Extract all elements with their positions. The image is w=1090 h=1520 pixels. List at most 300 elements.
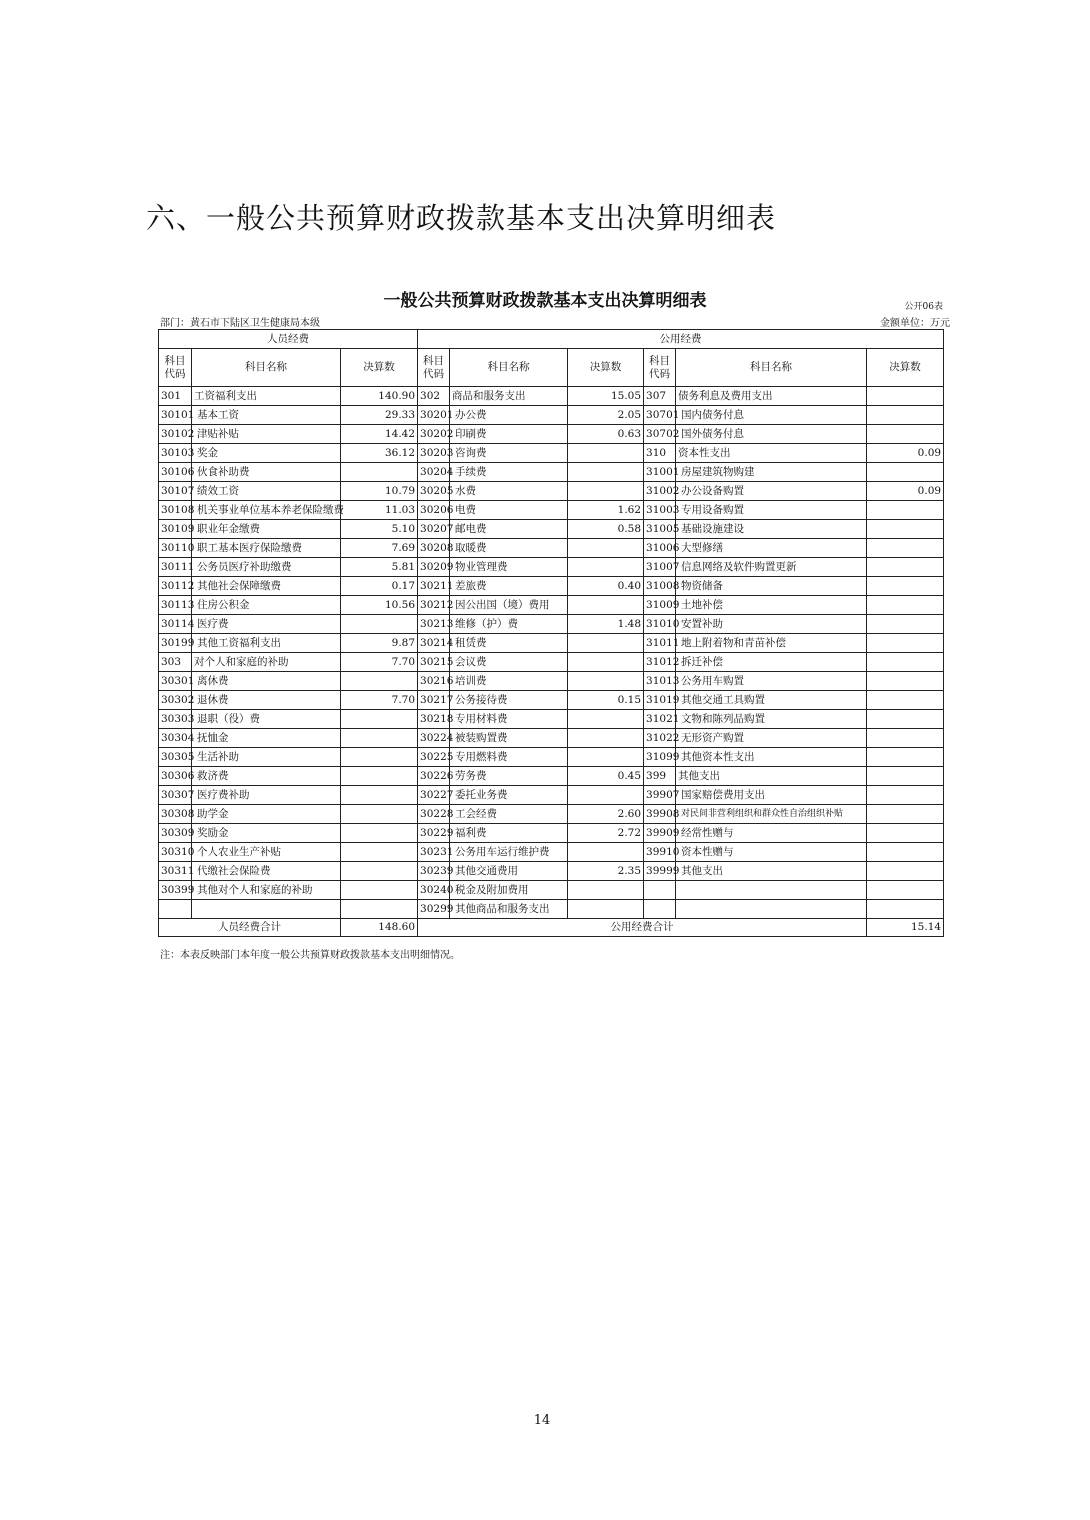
personnel-group-header: 人员经费	[159, 330, 418, 349]
cell-name: 劳务费	[450, 767, 568, 786]
table-row	[159, 463, 944, 482]
cell-code: 30214	[418, 634, 450, 653]
cell-amount	[568, 748, 644, 767]
cell-code: 30216	[418, 672, 450, 691]
cell-amount: 7.70	[341, 653, 418, 672]
table-row	[159, 387, 944, 406]
cell-amount	[568, 900, 644, 919]
cell-name: 被装购置费	[450, 729, 568, 748]
col-name-header: 科目名称	[192, 349, 341, 387]
cell-name: 个人农业生产补贴	[192, 843, 341, 862]
cell-code: 30209	[418, 558, 450, 577]
cell-code: 31010	[644, 615, 676, 634]
cell-code: 30299	[418, 900, 450, 919]
cell-amount	[867, 634, 944, 653]
cell-name: 土地补偿	[676, 596, 867, 615]
cell-name: 委托业务费	[450, 786, 568, 805]
cell-amount	[867, 805, 944, 824]
cell-amount: 0.17	[341, 577, 418, 596]
public-total-value: 15.14	[867, 919, 944, 937]
cell-amount	[341, 900, 418, 919]
cell-amount: 0.45	[568, 767, 644, 786]
cell-name: 基本工资	[192, 406, 341, 425]
table-title: 一般公共预算财政拨款基本支出决算明细表	[383, 291, 707, 311]
cell-code: 30303	[159, 710, 192, 729]
cell-code: 30307	[159, 786, 192, 805]
cell-amount	[341, 729, 418, 748]
cell-amount: 0.15	[568, 691, 644, 710]
cell-amount: 2.60	[568, 805, 644, 824]
cell-amount	[341, 881, 418, 900]
cell-amount	[867, 653, 944, 672]
cell-name: 代缴社会保险费	[192, 862, 341, 881]
col-amount-header: 决算数	[867, 349, 944, 387]
cell-amount	[867, 520, 944, 539]
cell-code: 39907	[644, 786, 676, 805]
cell-name: 救济费	[192, 767, 341, 786]
cell-code: 399	[644, 767, 676, 786]
cell-code: 30207	[418, 520, 450, 539]
cell-name: 离休费	[192, 672, 341, 691]
cell-code: 30240	[418, 881, 450, 900]
cell-code: 30112	[159, 577, 192, 596]
cell-name: 物资储备	[676, 577, 867, 596]
cell-code: 30305	[159, 748, 192, 767]
cell-code	[644, 900, 676, 919]
cell-amount	[568, 558, 644, 577]
cell-name: 地上附着物和青苗补偿	[676, 634, 867, 653]
cell-code: 310	[644, 444, 676, 463]
table-row	[159, 691, 944, 710]
cell-amount	[867, 767, 944, 786]
cell-name: 经常性赠与	[676, 824, 867, 843]
cell-code: 307	[644, 387, 676, 406]
table-row	[159, 539, 944, 558]
cell-name: 奖励金	[192, 824, 341, 843]
cell-code: 30231	[418, 843, 450, 862]
cell-name: 维修（护）费	[450, 615, 568, 634]
cell-amount	[341, 786, 418, 805]
table-row	[159, 520, 944, 539]
cell-code: 30201	[418, 406, 450, 425]
table-row	[159, 634, 944, 653]
cell-amount	[867, 710, 944, 729]
cell-code: 30103	[159, 444, 192, 463]
cell-amount: 7.69	[341, 539, 418, 558]
table-row	[159, 501, 944, 520]
cell-amount	[568, 672, 644, 691]
cell-name: 国内债务付息	[676, 406, 867, 425]
cell-code: 31008	[644, 577, 676, 596]
cell-code: 31005	[644, 520, 676, 539]
cell-code: 30225	[418, 748, 450, 767]
cell-amount: 10.79	[341, 482, 418, 501]
cell-amount: 5.10	[341, 520, 418, 539]
cell-code: 301	[159, 387, 192, 406]
cell-code: 30399	[159, 881, 192, 900]
cell-name: 公务员医疗补助缴费	[192, 558, 341, 577]
cell-amount	[867, 881, 944, 900]
table-row	[159, 767, 944, 786]
table-note: 注：本表反映部门本年度一般公共预算财政拨款基本支出明细情况。	[160, 950, 460, 961]
cell-name: 工资福利支出	[192, 387, 341, 406]
table-row	[159, 425, 944, 444]
table-row	[159, 862, 944, 881]
cell-code: 39908	[644, 805, 676, 824]
cell-code: 30215	[418, 653, 450, 672]
cell-code: 30229	[418, 824, 450, 843]
table-row	[159, 786, 944, 805]
cell-code: 31002	[644, 482, 676, 501]
cell-name: 其他社会保障缴费	[192, 577, 341, 596]
cell-name: 对个人和家庭的补助	[192, 653, 341, 672]
cell-name	[676, 900, 867, 919]
cell-name	[192, 900, 341, 919]
cell-amount: 0.63	[568, 425, 644, 444]
cell-amount: 140.90	[341, 387, 418, 406]
cell-code	[159, 900, 192, 919]
cell-name: 退休费	[192, 691, 341, 710]
cell-code: 30113	[159, 596, 192, 615]
cell-amount	[568, 634, 644, 653]
cell-amount	[568, 653, 644, 672]
cell-name: 会议费	[450, 653, 568, 672]
table-row	[159, 482, 944, 501]
cell-name: 拆迁补偿	[676, 653, 867, 672]
cell-code: 30111	[159, 558, 192, 577]
table-row	[159, 577, 944, 596]
cell-code: 31019	[644, 691, 676, 710]
expenditure-table	[158, 329, 944, 937]
cell-amount	[341, 672, 418, 691]
cell-amount	[867, 824, 944, 843]
cell-code: 30309	[159, 824, 192, 843]
cell-name: 办公设备购置	[676, 482, 867, 501]
cell-amount: 14.42	[341, 425, 418, 444]
cell-name: 国家赔偿费用支出	[676, 786, 867, 805]
cell-amount: 36.12	[341, 444, 418, 463]
cell-name: 专用材料费	[450, 710, 568, 729]
col-code-header: 科目代码	[159, 349, 192, 387]
cell-amount	[867, 558, 944, 577]
cell-amount: 2.35	[568, 862, 644, 881]
department-label: 部门：黄石市下陆区卫生健康局本级	[160, 318, 320, 329]
cell-code: 30212	[418, 596, 450, 615]
cell-code: 30106	[159, 463, 192, 482]
cell-amount	[867, 406, 944, 425]
cell-name: 其他支出	[676, 862, 867, 881]
cell-amount	[341, 843, 418, 862]
page-number: 14	[533, 1413, 551, 1428]
cell-code: 31022	[644, 729, 676, 748]
cell-code: 30302	[159, 691, 192, 710]
cell-name: 培训费	[450, 672, 568, 691]
cell-amount	[867, 786, 944, 805]
cell-name: 差旅费	[450, 577, 568, 596]
cell-name: 租赁费	[450, 634, 568, 653]
cell-amount	[341, 615, 418, 634]
cell-code: 31013	[644, 672, 676, 691]
cell-code: 30310	[159, 843, 192, 862]
cell-name	[676, 881, 867, 900]
cell-amount	[867, 843, 944, 862]
cell-name: 电费	[450, 501, 568, 520]
col-name-header: 科目名称	[450, 349, 568, 387]
unit-label: 金额单位：万元	[880, 318, 950, 329]
cell-name: 手续费	[450, 463, 568, 482]
cell-code: 30202	[418, 425, 450, 444]
cell-code: 303	[159, 653, 192, 672]
cell-code: 39999	[644, 862, 676, 881]
personnel-total-value: 148.60	[341, 919, 418, 937]
cell-name: 印刷费	[450, 425, 568, 444]
cell-name: 因公出国（境）费用	[450, 596, 568, 615]
cell-name: 住房公积金	[192, 596, 341, 615]
cell-code: 30107	[159, 482, 192, 501]
cell-name: 安置补助	[676, 615, 867, 634]
cell-amount	[867, 463, 944, 482]
table-row	[159, 406, 944, 425]
cell-code: 302	[418, 387, 450, 406]
cell-name: 水费	[450, 482, 568, 501]
cell-code: 30208	[418, 539, 450, 558]
cell-name: 邮电费	[450, 520, 568, 539]
cell-amount	[341, 748, 418, 767]
cell-name: 医疗费	[192, 615, 341, 634]
cell-amount	[867, 748, 944, 767]
cell-amount: 9.87	[341, 634, 418, 653]
cell-amount	[568, 881, 644, 900]
table-row	[159, 710, 944, 729]
page-heading: 六、一般公共预算财政拨款基本支出决算明细表	[146, 201, 777, 235]
cell-code: 30304	[159, 729, 192, 748]
cell-code: 31007	[644, 558, 676, 577]
cell-name: 职业年金缴费	[192, 520, 341, 539]
cell-amount	[867, 615, 944, 634]
cell-name: 物业管理费	[450, 558, 568, 577]
cell-name: 工会经费	[450, 805, 568, 824]
cell-name: 其他支出	[676, 767, 867, 786]
cell-amount: 0.09	[867, 482, 944, 501]
table-row	[159, 729, 944, 748]
cell-amount	[867, 729, 944, 748]
cell-amount: 2.72	[568, 824, 644, 843]
cell-code: 30239	[418, 862, 450, 881]
cell-code: 30218	[418, 710, 450, 729]
cell-amount	[568, 710, 644, 729]
cell-amount	[341, 824, 418, 843]
cell-code: 30308	[159, 805, 192, 824]
table-row	[159, 900, 944, 919]
cell-amount: 29.33	[341, 406, 418, 425]
table-row	[159, 615, 944, 634]
cell-code: 30211	[418, 577, 450, 596]
cell-name: 对民间非营利组织和群众性自治组织补贴	[676, 805, 867, 824]
cell-code: 31011	[644, 634, 676, 653]
table-row	[159, 444, 944, 463]
table-row	[159, 843, 944, 862]
cell-name: 大型修缮	[676, 539, 867, 558]
personnel-total-label: 人员经费合计	[159, 919, 341, 937]
cell-amount	[867, 900, 944, 919]
cell-code: 31012	[644, 653, 676, 672]
cell-name: 其他交通工具购置	[676, 691, 867, 710]
cell-amount	[568, 444, 644, 463]
cell-amount	[568, 482, 644, 501]
cell-amount	[568, 843, 644, 862]
cell-name: 伙食补助费	[192, 463, 341, 482]
cell-code: 31009	[644, 596, 676, 615]
cell-code: 39910	[644, 843, 676, 862]
cell-amount	[568, 729, 644, 748]
cell-code: 30101	[159, 406, 192, 425]
cell-name: 其他商品和服务支出	[450, 900, 568, 919]
cell-name: 津贴补贴	[192, 425, 341, 444]
table-row	[159, 881, 944, 900]
table-row	[159, 672, 944, 691]
table-row	[159, 653, 944, 672]
col-code-header: 科目代码	[644, 349, 676, 387]
totals-row	[159, 919, 944, 937]
cell-amount	[341, 767, 418, 786]
cell-name: 绩效工资	[192, 482, 341, 501]
cell-amount: 0.40	[568, 577, 644, 596]
cell-name: 专用燃料费	[450, 748, 568, 767]
cell-name: 抚恤金	[192, 729, 341, 748]
cell-name: 公务用车运行维护费	[450, 843, 568, 862]
cell-code: 39909	[644, 824, 676, 843]
cell-amount	[568, 539, 644, 558]
cell-amount	[341, 710, 418, 729]
cell-name: 助学金	[192, 805, 341, 824]
cell-code: 30199	[159, 634, 192, 653]
cell-code: 30108	[159, 501, 192, 520]
cell-amount	[867, 672, 944, 691]
cell-name: 公务接待费	[450, 691, 568, 710]
table-row	[159, 805, 944, 824]
cell-name: 公务用车购置	[676, 672, 867, 691]
cell-code: 30206	[418, 501, 450, 520]
cell-amount	[867, 501, 944, 520]
cell-name: 机关事业单位基本养老保险缴费	[192, 501, 341, 520]
cell-name: 信息网络及软件购置更新	[676, 558, 867, 577]
public-total-label: 公用经费合计	[418, 919, 867, 937]
cell-name: 生活补助	[192, 748, 341, 767]
cell-amount: 1.48	[568, 615, 644, 634]
cell-amount	[867, 539, 944, 558]
cell-amount	[568, 786, 644, 805]
cell-name: 房屋建筑物购建	[676, 463, 867, 482]
cell-name: 资本性赠与	[676, 843, 867, 862]
cell-amount: 1.62	[568, 501, 644, 520]
cell-code: 30301	[159, 672, 192, 691]
cell-code: 30213	[418, 615, 450, 634]
col-name-header: 科目名称	[676, 349, 867, 387]
cell-amount: 15.05	[568, 387, 644, 406]
cell-code: 30306	[159, 767, 192, 786]
cell-amount	[341, 805, 418, 824]
cell-amount: 10.56	[341, 596, 418, 615]
cell-code: 31099	[644, 748, 676, 767]
cell-amount	[341, 463, 418, 482]
cell-name: 其他对个人和家庭的补助	[192, 881, 341, 900]
cell-name: 福利费	[450, 824, 568, 843]
cell-name: 税金及附加费用	[450, 881, 568, 900]
cell-code: 30226	[418, 767, 450, 786]
cell-code: 31021	[644, 710, 676, 729]
cell-amount: 11.03	[341, 501, 418, 520]
cell-name: 取暖费	[450, 539, 568, 558]
cell-amount	[867, 577, 944, 596]
cell-amount: 2.05	[568, 406, 644, 425]
cell-name: 资本性支出	[676, 444, 867, 463]
cell-code: 30102	[159, 425, 192, 444]
cell-code: 30311	[159, 862, 192, 881]
cell-code: 30217	[418, 691, 450, 710]
cell-code: 30205	[418, 482, 450, 501]
cell-name: 国外债务付息	[676, 425, 867, 444]
cell-amount: 7.70	[341, 691, 418, 710]
cell-name: 退职（役）费	[192, 710, 341, 729]
col-amount-header: 决算数	[568, 349, 644, 387]
cell-amount	[867, 691, 944, 710]
cell-code: 31001	[644, 463, 676, 482]
cell-name: 债务利息及费用支出	[676, 387, 867, 406]
cell-name: 奖金	[192, 444, 341, 463]
table-row	[159, 824, 944, 843]
table-row	[159, 748, 944, 767]
cell-amount	[568, 596, 644, 615]
cell-amount	[867, 596, 944, 615]
table-number: 公开06表	[904, 302, 943, 312]
cell-code: 30203	[418, 444, 450, 463]
cell-name: 无形资产购置	[676, 729, 867, 748]
table-row	[159, 596, 944, 615]
cell-amount	[341, 862, 418, 881]
cell-code: 31003	[644, 501, 676, 520]
cell-amount: 5.81	[341, 558, 418, 577]
cell-amount: 0.09	[867, 444, 944, 463]
cell-code: 31006	[644, 539, 676, 558]
cell-amount	[568, 463, 644, 482]
cell-name: 其他资本性支出	[676, 748, 867, 767]
cell-name: 其他交通费用	[450, 862, 568, 881]
cell-name: 医疗费补助	[192, 786, 341, 805]
cell-code: 30702	[644, 425, 676, 444]
cell-amount: 0.58	[568, 520, 644, 539]
cell-name: 基础设施建设	[676, 520, 867, 539]
cell-code: 30224	[418, 729, 450, 748]
col-code-header: 科目代码	[418, 349, 450, 387]
cell-amount	[867, 425, 944, 444]
cell-code	[644, 881, 676, 900]
cell-code: 30204	[418, 463, 450, 482]
cell-code: 30110	[159, 539, 192, 558]
cell-amount	[867, 387, 944, 406]
cell-name: 咨询费	[450, 444, 568, 463]
public-group-header: 公用经费	[418, 330, 944, 349]
cell-code: 30109	[159, 520, 192, 539]
cell-name: 其他工资福利支出	[192, 634, 341, 653]
cell-name: 文物和陈列品购置	[676, 710, 867, 729]
cell-code: 30227	[418, 786, 450, 805]
col-amount-header: 决算数	[341, 349, 418, 387]
cell-name: 职工基本医疗保险缴费	[192, 539, 341, 558]
cell-code: 30701	[644, 406, 676, 425]
cell-code: 30228	[418, 805, 450, 824]
cell-code: 30114	[159, 615, 192, 634]
cell-name: 商品和服务支出	[450, 387, 568, 406]
